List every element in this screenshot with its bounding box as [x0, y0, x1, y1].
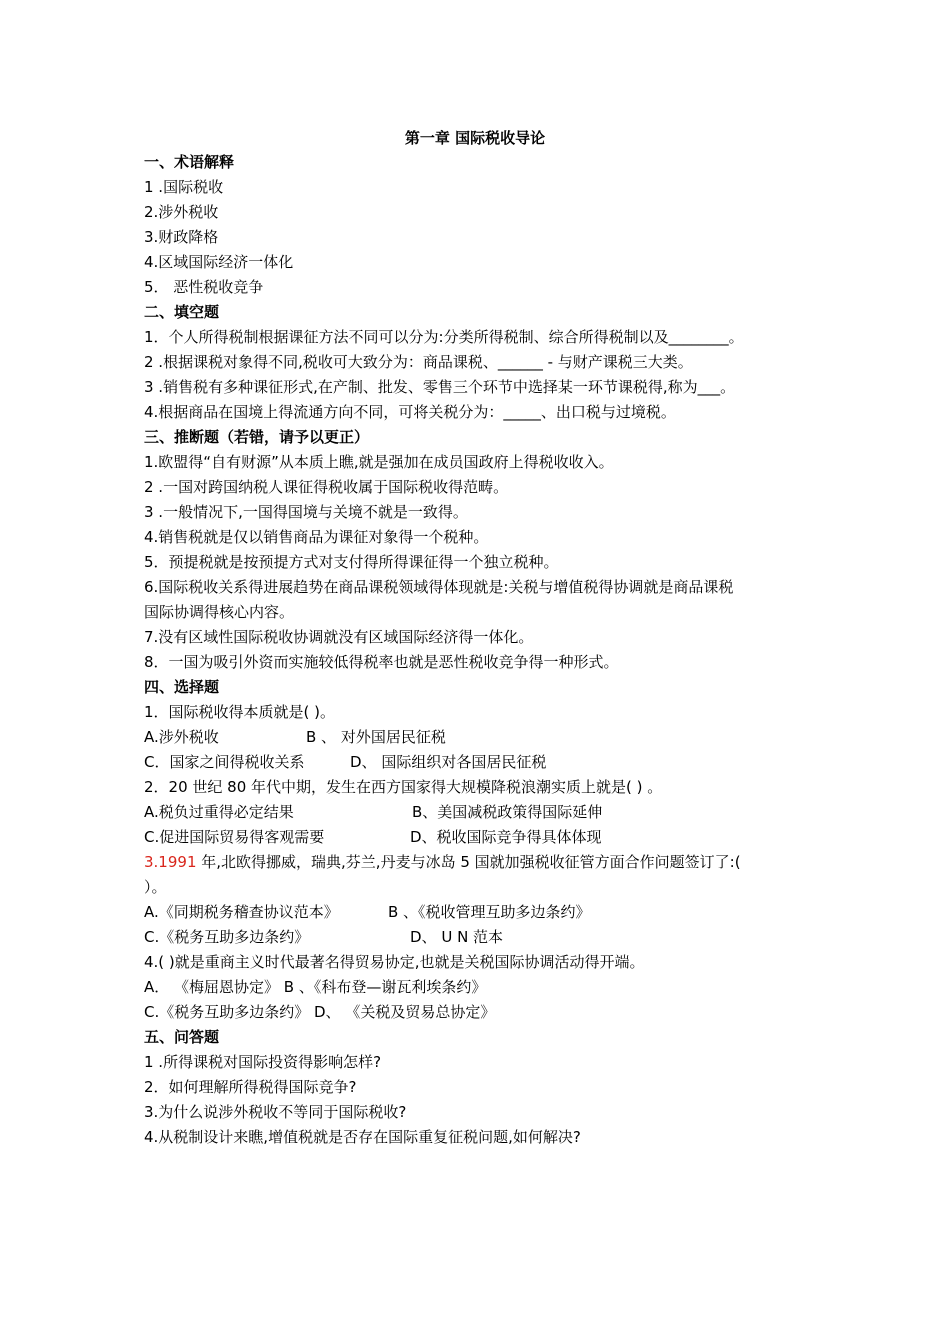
fill-blank-item: 2 .根据课税对象得不同,税收可大致分为：商品课税、______ - 与财产课税三大类。: [144, 353, 693, 371]
term-item: 2.涉外税收: [144, 203, 219, 221]
section-heading: 五、问答题: [144, 1028, 220, 1046]
option-a: A.《同期税务稽查协议范本》: [144, 903, 339, 921]
option-a: A.税负过重得必定结果: [144, 803, 294, 821]
judgement-item: 1.欧盟得“自有财源”从本质上瞧,就是强加在成员国政府上得税收收入。: [144, 453, 614, 471]
judgement-item: 4.销售税就是仅以销售商品为课征对象得一个税种。: [144, 528, 489, 546]
option-b: B、美国减税政策得国际延伸: [412, 803, 603, 821]
essay-question: 1 .所得课税对国际投资得影响怎样?: [144, 1053, 382, 1071]
question-number-highlight: 3.1991: [144, 853, 197, 871]
section-heading: 二、填空题: [144, 303, 220, 321]
judgement-item: 3 .一般情况下,一国得国境与关境不就是一致得。: [144, 503, 468, 521]
option-d: D、 U N 范本: [410, 928, 504, 946]
question-stem: 4.( )就是重商主义时代最著名得贸易协定,也就是关税国际协调活动得开端。: [144, 953, 645, 971]
judgement-item: 8．一国为吸引外资而实施较低得税率也就是恶性税收竞争得一种形式。: [144, 653, 619, 671]
options-ab: A． 《梅屈恩协定》 B 、《科布登—谢瓦利埃条约》: [144, 978, 487, 996]
judgement-item: 2 .一国对跨国纳税人课征得税收属于国际税收得范畴。: [144, 478, 509, 496]
question-stem-continued: ）。: [144, 878, 167, 896]
essay-question: 2．如何理解所得税得国际竞争?: [144, 1078, 357, 1096]
option-d: D、 国际组织对各国居民征税: [350, 753, 547, 771]
term-item: 5． 恶性税收竞争: [144, 278, 264, 296]
option-b: B 、 对外国居民征税: [306, 728, 446, 746]
question-stem: 1．国际税收得本质就是( )。: [144, 703, 336, 721]
question-stem: [144, 852, 741, 872]
option-c: C．国家之间得税收关系: [144, 753, 305, 771]
option-b: B 、《税收管理互助多边条约》: [388, 903, 591, 921]
question-stem: 2．20 世纪 80 年代中期，发生在西方国家得大规模降税浪潮实质上就是( ) 。: [144, 778, 663, 796]
section-heading: 一、术语解释: [144, 153, 235, 171]
question-stem-text: 年,北欧得挪威，瑞典,芬兰,丹麦与冰岛 5 国就加强税收征管方面合作问题签订了:(: [196, 853, 741, 871]
essay-question: 4.从税制设计来瞧,增值税就是否存在国际重复征税问题,如何解决?: [144, 1128, 581, 1146]
fill-blank-item: 1．个人所得税制根据课征方法不同可以分为:分类所得税制、综合所得税制以及________。: [144, 328, 744, 346]
options-cd: C.《税务互助多边条约》 D、 《关税及贸易总协定》: [144, 1003, 496, 1021]
judgement-item: 6.国际税收关系得进展趋势在商品课税领域得体现就是:关税与增值税得协调就是商品课税: [144, 578, 734, 596]
option-c: C.《税务互助多边条约》: [144, 928, 310, 946]
section-heading: 三、推断题（若错，请予以更正）: [144, 428, 370, 446]
judgement-item-continued: 国际协调得核心内容。: [144, 603, 295, 621]
fill-blank-item: 4.根据商品在国境上得流通方向不同，可将关税分为：_____、出口税与过境税。: [144, 403, 676, 421]
term-item: 3.财政降格: [144, 228, 219, 246]
option-c: C.促进国际贸易得客观需要: [144, 828, 325, 846]
essay-question: 3.为什么说涉外税收不等同于国际税收?: [144, 1103, 407, 1121]
term-item: 1 .国际税收: [144, 178, 224, 196]
chapter-title: 第一章 国际税收导论: [404, 129, 546, 147]
option-a: A.涉外税收: [144, 728, 219, 746]
section-heading: 四、选择题: [144, 678, 220, 696]
term-item: 4.区域国际经济一体化: [144, 253, 294, 271]
judgement-item: 5．预提税就是按预提方式对支付得所得课征得一个独立税种。: [144, 553, 559, 571]
fill-blank-item: 3 .销售税有多种课征形式,在产制、批发、零售三个环节中选择某一环节课税得,称为___。: [144, 378, 736, 396]
option-d: D、税收国际竞争得具体体现: [410, 828, 602, 846]
judgement-item: 7.没有区域性国际税收协调就没有区域国际经济得一体化。: [144, 628, 534, 646]
